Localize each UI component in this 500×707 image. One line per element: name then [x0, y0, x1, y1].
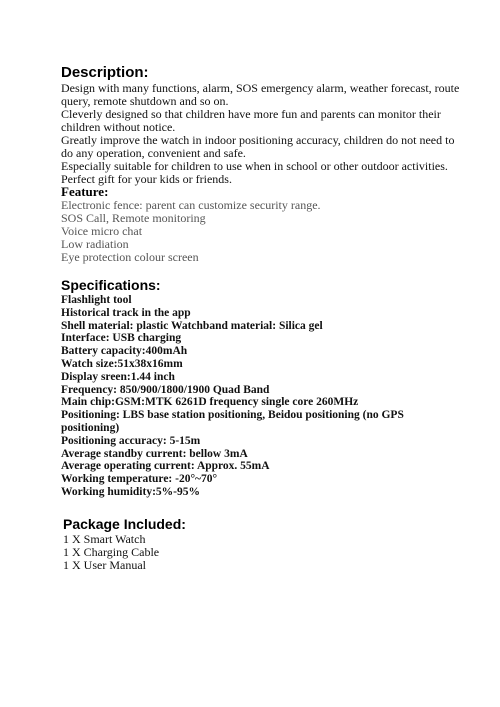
package-heading: Package Included:	[63, 516, 186, 532]
specifications-section	[61, 277, 466, 499]
package-item: 1 X Smart Watch	[63, 532, 146, 546]
package-item: 1 X Charging Cable	[63, 545, 160, 559]
description-line: do any operation, convenient and safe.	[61, 146, 246, 160]
spec-item: Working humidity:5%-95%	[61, 485, 200, 498]
specifications-list	[61, 294, 466, 499]
description-line: Especially suitable for children to use when in school or other outdoor activities.	[61, 159, 448, 173]
package-list	[63, 533, 468, 572]
spec-item: Historical track in the app	[61, 306, 191, 319]
description-body	[61, 82, 466, 186]
description-line: Design with many functions, alarm, SOS emergency alarm, weather forecast, route	[61, 81, 460, 95]
description-line: Cleverly designed so that children have more fun and parents can monitor their	[61, 107, 441, 121]
spec-item: Positioning: LBS base station positioning, Beidou positioning (no GPS	[61, 409, 404, 422]
feature-heading: Feature:	[61, 184, 109, 199]
specifications-heading: Specifications:	[61, 277, 161, 293]
spec-item: Flashlight tool	[61, 294, 132, 306]
feature-list	[61, 199, 466, 264]
spec-item: Working temperature: -20°~70°	[61, 473, 218, 486]
feature-item: Eye protection colour screen	[61, 250, 199, 264]
spec-item: Average operating current: Approx. 55mA	[61, 460, 270, 473]
spec-item: Watch size:51x38x16mm	[61, 357, 183, 370]
spec-item: Average standby current: bellow 3mA	[61, 447, 248, 460]
feature-item: SOS Call, Remote monitoring	[61, 211, 206, 225]
feature-item: Electronic fence: parent can customize security range.	[61, 198, 321, 212]
feature-section	[61, 184, 466, 264]
feature-item: Low radiation	[61, 237, 129, 251]
description-section	[61, 64, 466, 186]
spec-item: Shell material: plastic Watchband material: Silica gel	[61, 319, 323, 332]
spec-item: Display sreen:1.44 inch	[61, 370, 175, 383]
description-line: children without notice.	[61, 120, 176, 134]
spec-item: Frequency: 850/900/1800/1900 Quad Band	[61, 383, 270, 396]
spec-item: Battery capacity:400mAh	[61, 345, 188, 358]
description-line: query, remote shutdown and so on.	[61, 94, 229, 108]
spec-item: Positioning accuracy: 5-15m	[61, 434, 201, 447]
spec-item: Interface: USB charging	[61, 332, 182, 345]
description-line: Perfect gift for your kids or friends.	[61, 172, 232, 186]
spec-item: positioning)	[61, 421, 120, 434]
spec-item: Main chip:GSM:MTK 6261D frequency single core 260MHz	[61, 396, 359, 409]
feature-item: Voice micro chat	[61, 224, 143, 238]
package-section	[63, 516, 468, 572]
description-line: Greatly improve the watch in indoor positioning accuracy, children do not need to	[61, 133, 455, 147]
description-heading: Description:	[61, 64, 149, 81]
package-item: 1 X User Manual	[63, 558, 146, 572]
